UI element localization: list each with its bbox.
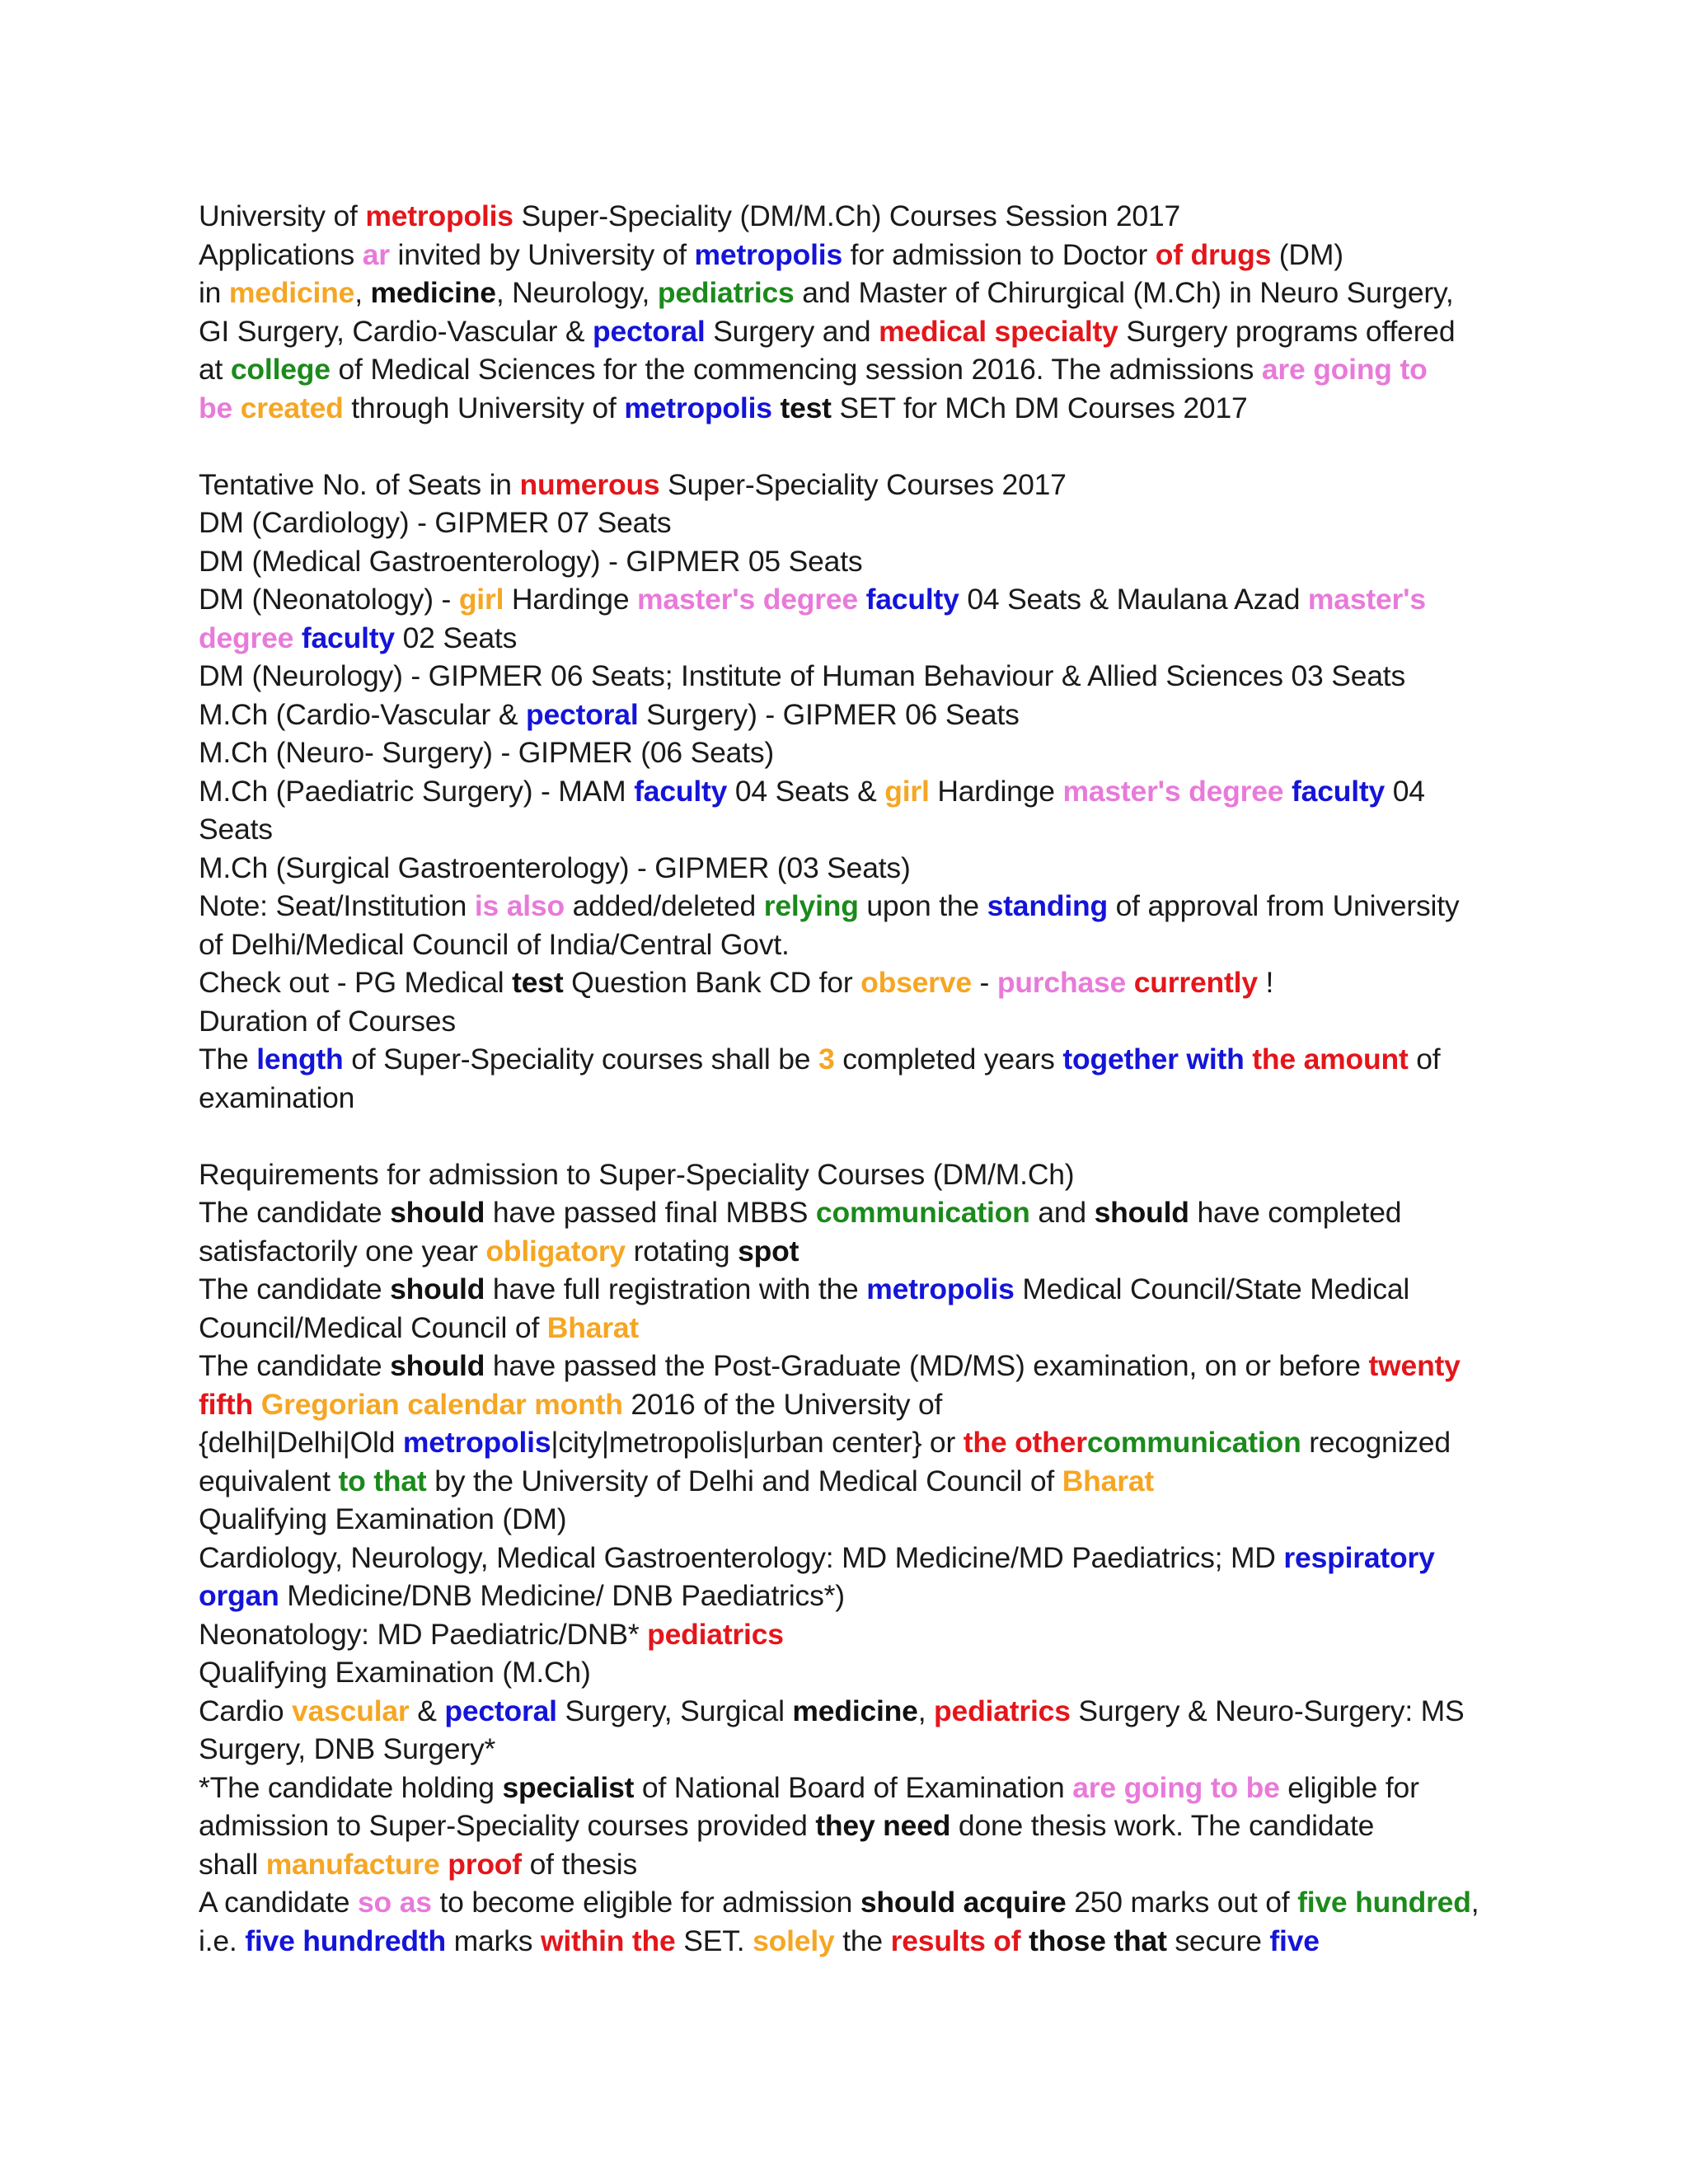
highlighted-word: should — [390, 1272, 485, 1305]
text-run: have full registration with the — [485, 1272, 867, 1305]
highlighted-word: medicine — [228, 276, 355, 309]
text-run: (DM) — [1271, 237, 1343, 271]
highlighted-word: master's degree — [637, 583, 858, 616]
text-run: GI Surgery, Cardio-Vascular & — [199, 314, 593, 348]
text-run: Medicine/DNB Medicine/ DNB Paediatrics*) — [279, 1579, 845, 1612]
text-run: of National Board of Examination — [634, 1770, 1073, 1804]
text-run: - — [971, 966, 997, 999]
highlighted-word: they need — [815, 1809, 951, 1842]
text-run: 04 Seats & — [727, 774, 885, 808]
text-line — [199, 542, 1523, 581]
text-run: through University of — [343, 391, 625, 424]
text-run: Super-Speciality (DM/M.Ch) Courses Session 2017 — [513, 199, 1181, 232]
text-line — [199, 1270, 1523, 1309]
text-line — [199, 1347, 1523, 1385]
text-run: Cardiology, Neurology, Medical Gastroenterology: MD Medicine/MD Paediatrics; MD — [199, 1540, 1284, 1574]
highlighted-word: pediatrics — [934, 1694, 1071, 1727]
text-run: 2016 of the University of — [622, 1387, 943, 1421]
text-run: Surgery, Surgical — [556, 1694, 793, 1727]
text-line — [199, 1309, 1523, 1347]
text-line — [199, 1079, 1523, 1118]
text-line — [199, 1922, 1523, 1961]
text-line — [199, 504, 1523, 542]
text-run: have passed final MBBS — [485, 1196, 816, 1229]
highlighted-word: Gregorian calendar month — [260, 1387, 623, 1421]
text-run: Neonatology: MD Paediatric/DNB* — [199, 1617, 648, 1651]
highlighted-word: girl — [884, 774, 930, 808]
highlighted-word: together with — [1062, 1043, 1245, 1076]
highlighted-word: five hundred — [1297, 1886, 1471, 1919]
highlighted-word: girl — [458, 583, 504, 616]
highlighted-word: solely — [753, 1924, 835, 1957]
text-line — [199, 849, 1523, 888]
highlighted-word: should — [390, 1349, 485, 1382]
highlighted-word: numerous — [519, 467, 660, 501]
text-line — [199, 197, 1523, 236]
highlighted-word: metropolis — [365, 199, 513, 232]
highlighted-word: five hundredth — [245, 1924, 446, 1957]
highlighted-word: test — [512, 966, 564, 999]
highlighted-word: metropolis — [624, 391, 772, 424]
text-run: in — [199, 276, 229, 309]
highlighted-word: specialist — [502, 1770, 635, 1804]
text-run: of Super-Speciality courses shall be — [343, 1043, 819, 1076]
text-run: of thesis — [521, 1847, 637, 1881]
highlighted-word: of drugs — [1155, 237, 1272, 271]
highlighted-word: length — [256, 1043, 344, 1076]
text-run: Super-Speciality Courses 2017 — [659, 467, 1067, 501]
text-run — [858, 583, 866, 616]
text-line — [199, 657, 1523, 696]
text-run: *The candidate holding — [199, 1770, 503, 1804]
text-line — [199, 350, 1523, 389]
highlighted-word: relying — [763, 889, 859, 922]
document-body — [199, 197, 1523, 1960]
text-line — [199, 1807, 1523, 1845]
text-line — [199, 1193, 1523, 1232]
highlighted-word: five — [1269, 1924, 1320, 1957]
highlighted-word: communication — [815, 1196, 1030, 1229]
highlighted-word: medical specialty — [879, 314, 1118, 348]
highlighted-word: metropolis — [402, 1426, 551, 1459]
text-run: to become eligible for admission — [431, 1886, 860, 1919]
highlighted-word: pediatrics — [647, 1617, 784, 1651]
text-line — [199, 236, 1523, 274]
highlighted-word: twenty — [1368, 1349, 1461, 1382]
text-run: , Neurology, — [495, 276, 658, 309]
text-run: ! — [1257, 966, 1274, 999]
text-run — [253, 1388, 261, 1421]
text-run: 250 marks out of — [1066, 1886, 1298, 1919]
text-run: Surgery programs offered — [1118, 314, 1456, 348]
text-run: marks — [445, 1924, 541, 1957]
text-line — [199, 312, 1523, 351]
text-line — [199, 926, 1523, 964]
text-run: Check out - PG Medical — [199, 966, 513, 999]
highlighted-word: medicine — [792, 1694, 918, 1727]
text-run: Hardinge — [929, 774, 1063, 808]
highlighted-word: created — [240, 391, 344, 424]
text-run: |city|metropolis|urban center} or — [551, 1426, 964, 1459]
text-line — [199, 733, 1523, 772]
highlighted-word: college — [230, 353, 331, 386]
text-line — [199, 1040, 1523, 1079]
highlighted-word: respiratory — [1283, 1540, 1435, 1574]
highlighted-word: metropolis — [866, 1272, 1015, 1305]
text-run: of Delhi/Medical Council of India/Central Govt. — [199, 927, 790, 961]
text-run: Applications — [199, 237, 363, 271]
text-run: Seats — [199, 813, 273, 846]
text-line — [199, 1232, 1523, 1271]
text-line — [199, 1462, 1523, 1501]
text-run: 04 Seats & Maulana Azad — [959, 583, 1308, 616]
highlighted-word: should acquire — [860, 1886, 1067, 1919]
highlighted-word: within the — [540, 1924, 676, 1957]
text-run: , — [917, 1694, 935, 1727]
highlighted-word: master's degree — [1062, 774, 1284, 808]
text-line — [199, 389, 1523, 428]
text-line — [199, 887, 1523, 926]
text-run: M.Ch (Surgical Gastroenterology) - GIPMER (03 Seats) — [199, 851, 911, 884]
text-run: of Medical Sciences for the commencing session 2016. The admissions — [330, 353, 1262, 386]
text-run: , — [1470, 1886, 1479, 1919]
highlighted-word: is also — [474, 889, 565, 922]
highlighted-word: should — [1094, 1196, 1189, 1229]
highlighted-word: the other — [963, 1426, 1087, 1459]
text-run: Surgery and — [705, 314, 879, 348]
text-run: DM (Medical Gastroenterology) - GIPMER 05 Seats — [199, 544, 863, 578]
highlighted-word: are going to — [1261, 353, 1428, 386]
text-line — [199, 1883, 1523, 1922]
text-run: DM (Neonatology) - — [199, 583, 459, 616]
text-run: and — [1029, 1196, 1095, 1229]
text-run: by the University of Delhi and Medical Council of — [426, 1464, 1062, 1497]
text-run: 04 — [1385, 774, 1425, 808]
text-line — [199, 1500, 1523, 1539]
text-run: done thesis work. The candidate — [950, 1809, 1375, 1842]
text-run: 02 Seats — [394, 621, 518, 654]
text-run: completed years — [834, 1043, 1063, 1076]
text-run: equivalent — [199, 1464, 339, 1497]
text-run: Duration of Courses — [199, 1004, 456, 1038]
text-run: have completed — [1189, 1196, 1402, 1229]
highlighted-word: master's — [1307, 583, 1426, 616]
text-line — [199, 466, 1523, 504]
text-line — [199, 580, 1523, 619]
text-run: the — [834, 1924, 891, 1957]
highlighted-word: are going to be — [1072, 1770, 1280, 1804]
text-line — [199, 1577, 1523, 1615]
text-line — [199, 619, 1523, 658]
highlighted-word: so as — [358, 1886, 432, 1919]
text-run — [1283, 775, 1292, 808]
text-run: Hardinge — [504, 583, 638, 616]
blank-line — [199, 1117, 1523, 1155]
text-run: DM (Cardiology) - GIPMER 07 Seats — [199, 506, 672, 539]
text-run: Surgery) - GIPMER 06 Seats — [638, 697, 1020, 731]
highlighted-word: Bharat — [546, 1310, 640, 1344]
highlighted-word: pectoral — [593, 314, 706, 348]
text-run: of approval from University — [1107, 889, 1460, 922]
text-run: The candidate — [199, 1272, 391, 1305]
text-line — [199, 1653, 1523, 1692]
text-run: Tentative No. of Seats in — [199, 467, 520, 501]
highlighted-word: pectoral — [444, 1694, 557, 1727]
highlighted-word: spot — [738, 1234, 799, 1268]
text-line — [199, 963, 1523, 1002]
text-run: invited by University of — [389, 237, 695, 271]
highlighted-word: proof — [448, 1847, 522, 1881]
highlighted-word: obligatory — [485, 1234, 626, 1268]
text-run: SET. — [675, 1924, 753, 1957]
highlighted-word: communication — [1086, 1426, 1301, 1459]
highlighted-word: pediatrics — [657, 276, 795, 309]
text-line — [199, 1423, 1523, 1462]
text-run: eligible for — [1279, 1770, 1419, 1804]
highlighted-word: purchase — [996, 966, 1127, 999]
blank-line — [199, 427, 1523, 466]
text-run: M.Ch (Paediatric Surgery) - MAM — [199, 774, 635, 808]
text-line — [199, 810, 1523, 849]
text-run: upon the — [858, 889, 987, 922]
text-run: examination — [199, 1080, 355, 1114]
highlighted-word: pectoral — [526, 697, 639, 731]
text-run: satisfactorily one year — [199, 1234, 486, 1268]
text-line — [199, 1615, 1523, 1654]
text-run: of — [1408, 1043, 1441, 1076]
text-run: Cardio — [199, 1694, 293, 1727]
text-run: {delhi|Delhi|Old — [199, 1426, 403, 1459]
text-run: Qualifying Examination (DM) — [199, 1502, 567, 1535]
text-line — [199, 772, 1523, 811]
highlighted-word: fifth — [199, 1387, 254, 1421]
highlighted-word: observe — [860, 966, 972, 999]
highlighted-word: be — [199, 391, 241, 424]
text-run — [1126, 966, 1134, 999]
text-run: Note: Seat/Institution — [199, 889, 475, 922]
text-run — [293, 621, 302, 654]
highlighted-word: should — [390, 1196, 485, 1229]
text-run: Surgery & Neuro-Surgery: MS — [1070, 1694, 1465, 1727]
highlighted-word: results of — [890, 1924, 1021, 1957]
text-run: Qualifying Examination (M.Ch) — [199, 1656, 591, 1689]
highlighted-word: faculty — [865, 583, 959, 616]
text-run — [1245, 1043, 1253, 1076]
text-line — [199, 1385, 1523, 1424]
highlighted-word: the amount — [1252, 1043, 1409, 1076]
text-run: have passed the Post-Graduate (MD/MS) examination, on or before — [485, 1349, 1369, 1382]
text-run: shall — [199, 1847, 266, 1881]
text-line — [199, 1155, 1523, 1194]
highlighted-word: organ — [199, 1579, 279, 1612]
highlighted-word: faculty — [301, 621, 395, 654]
text-run: DM (Neurology) - GIPMER 06 Seats; Institute of Human Behaviour & Allied Sciences 03 Seats — [199, 659, 1406, 692]
text-run: A candidate — [199, 1886, 359, 1919]
text-run: Council/Medical Council of — [199, 1310, 547, 1344]
highlighted-word: manufacture — [265, 1847, 440, 1881]
text-run: at — [199, 353, 231, 386]
text-run: Requirements for admission to Super-Speciality Courses (DM/M.Ch) — [199, 1157, 1075, 1191]
text-run: Medical Council/State Medical — [1014, 1272, 1410, 1305]
text-run: The — [199, 1043, 257, 1076]
text-run: M.Ch (Cardio-Vascular & — [199, 697, 526, 731]
text-run: M.Ch (Neuro- Surgery) - GIPMER (06 Seats) — [199, 736, 775, 769]
text-run: SET for MCh DM Courses 2017 — [831, 391, 1248, 424]
text-run: added/deleted — [564, 889, 764, 922]
text-line — [199, 1002, 1523, 1041]
text-run: rotating — [625, 1234, 738, 1268]
text-run: i.e. — [199, 1924, 246, 1957]
text-run: , — [354, 276, 371, 309]
highlighted-word: faculty — [634, 774, 728, 808]
text-line — [199, 1730, 1523, 1769]
text-run: admission to Super-Speciality courses provided — [199, 1809, 816, 1842]
text-line — [199, 1845, 1523, 1884]
text-run: and Master of Chirurgical (M.Ch) in Neuro Surgery, — [794, 276, 1454, 309]
text-run: for admission to Doctor — [842, 237, 1156, 271]
highlighted-word: standing — [987, 889, 1108, 922]
text-run: secure — [1166, 1924, 1270, 1957]
text-run — [440, 1848, 448, 1881]
highlighted-word: 3 — [818, 1043, 835, 1076]
text-run: The candidate — [199, 1349, 391, 1382]
highlighted-word: vascular — [292, 1694, 410, 1727]
text-line — [199, 1692, 1523, 1731]
text-run: & — [409, 1694, 445, 1727]
highlighted-word: ar — [362, 237, 390, 271]
highlighted-word: medicine — [370, 276, 496, 309]
highlighted-word: Bharat — [1062, 1464, 1154, 1497]
highlighted-word: faculty — [1292, 774, 1386, 808]
text-run: University of — [199, 199, 366, 232]
text-line — [199, 274, 1523, 312]
text-line — [199, 1539, 1523, 1577]
text-line — [199, 1769, 1523, 1807]
highlighted-word: those that — [1029, 1924, 1167, 1957]
highlighted-word: metropolis — [694, 237, 843, 271]
text-run: recognized — [1301, 1426, 1451, 1459]
text-run — [1020, 1924, 1029, 1957]
highlighted-word: test — [780, 391, 832, 424]
text-run: The candidate — [199, 1196, 391, 1229]
text-run: Surgery, DNB Surgery* — [199, 1732, 496, 1765]
text-line — [199, 696, 1523, 734]
highlighted-word: degree — [199, 621, 294, 654]
highlighted-word: to that — [338, 1464, 427, 1497]
text-run: Question Bank CD for — [563, 966, 861, 999]
highlighted-word: currently — [1133, 966, 1258, 999]
